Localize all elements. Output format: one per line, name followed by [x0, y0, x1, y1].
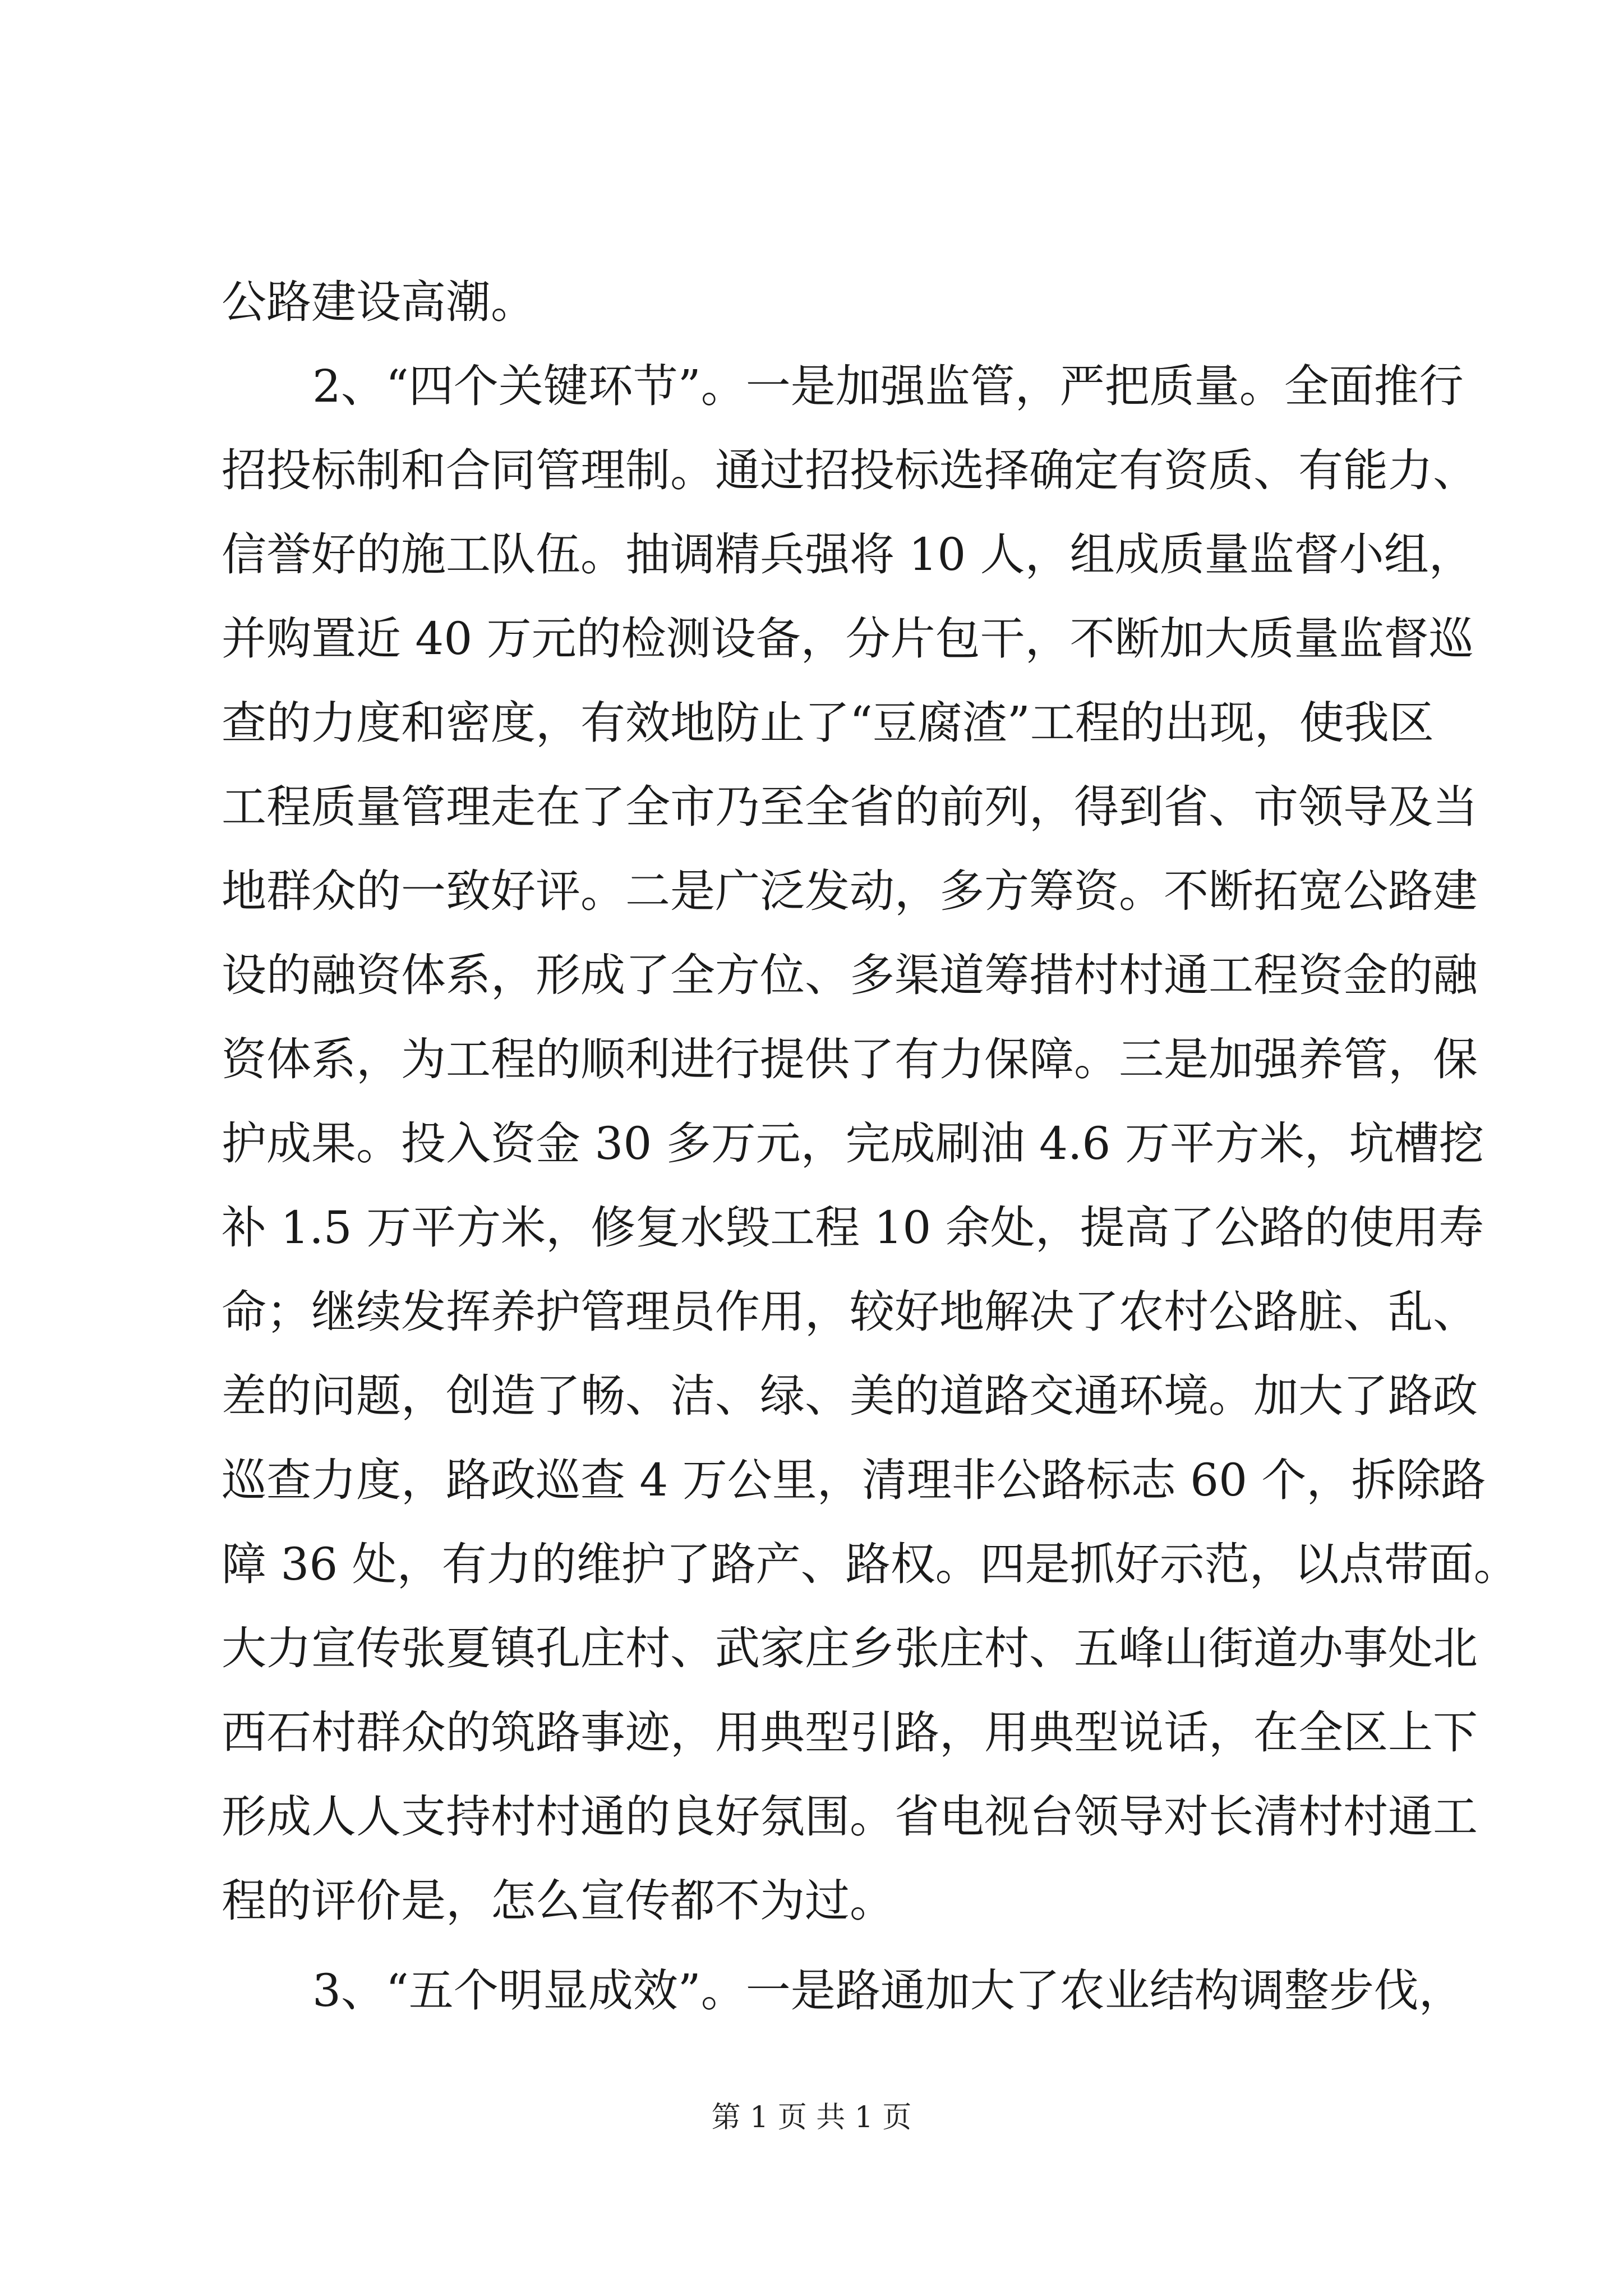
text-line: 2、“四个关键环节”。一是加强监管，严把质量。全面推行 — [312, 360, 1464, 412]
text-line: 护成果。投入资金 30 多万元，完成刷油 4.6 万平方米，坑槽挖 — [222, 1117, 1484, 1170]
text-line: 补 1.5 万平方米，修复水毁工程 10 余处，提高了公路的使用寿 — [222, 1202, 1484, 1254]
text-line: 3、“五个明显成效”。一是路通加大了农业结构调整步伐， — [312, 1964, 1464, 2017]
text-line: 公路建设高潮。 — [222, 276, 536, 328]
text-line: 地群众的一致好评。二是广泛发动，多方筹资。不断拓宽公路建 — [222, 865, 1478, 917]
text-line: 形成人人支持村村通的良好氛围。省电视台领导对长清村村通工 — [222, 1791, 1478, 1843]
text-line: 障 36 处，有力的维护了路产、路权。四是抓好示范，以点带面。 — [222, 1538, 1519, 1590]
text-line: 招投标制和合同管理制。通过招投标选择确定有资质、有能力、 — [222, 444, 1478, 496]
text-line: 工程质量管理走在了全市乃至全省的前列，得到省、市领导及当 — [222, 781, 1478, 833]
text-line: 资体系，为工程的顺利进行提供了有力保障。三是加强养管，保 — [222, 1033, 1478, 1085]
text-line: 程的评价是，怎么宣传都不为过。 — [222, 1875, 895, 1927]
text-line: 巡查力度，路政巡查 4 万公里，清理非公路标志 60 个，拆除路 — [222, 1454, 1486, 1506]
page-number-footer: 第 1 页 共 1 页 — [711, 2101, 912, 2134]
text-line: 差的问题，创造了畅、洁、绿、美的道路交通环境。加大了路政 — [222, 1370, 1478, 1422]
text-line: 设的融资体系，形成了全方位、多渠道筹措村村通工程资金的融 — [222, 949, 1478, 1001]
text-line: 并购置近 40 万元的检测设备，分片包干，不断加大质量监督巡 — [222, 613, 1474, 665]
text-line: 信誉好的施工队伍。抽调精兵强将 10 人，组成质量监督小组， — [222, 528, 1474, 581]
text-line: 查的力度和密度，有效地防止了“豆腐渣”工程的出现，使我区 — [222, 697, 1434, 749]
text-line: 命；继续发挥养护管理员作用，较好地解决了农村公路脏、乱、 — [222, 1286, 1478, 1338]
text-line: 西石村群众的筑路事迹，用典型引路，用典型说话，在全区上下 — [222, 1706, 1478, 1759]
body-text — [222, 260, 1519, 2033]
text-line: 大力宣传张夏镇孔庄村、武家庄乡张庄村、五峰山街道办事处北 — [222, 1622, 1478, 1674]
